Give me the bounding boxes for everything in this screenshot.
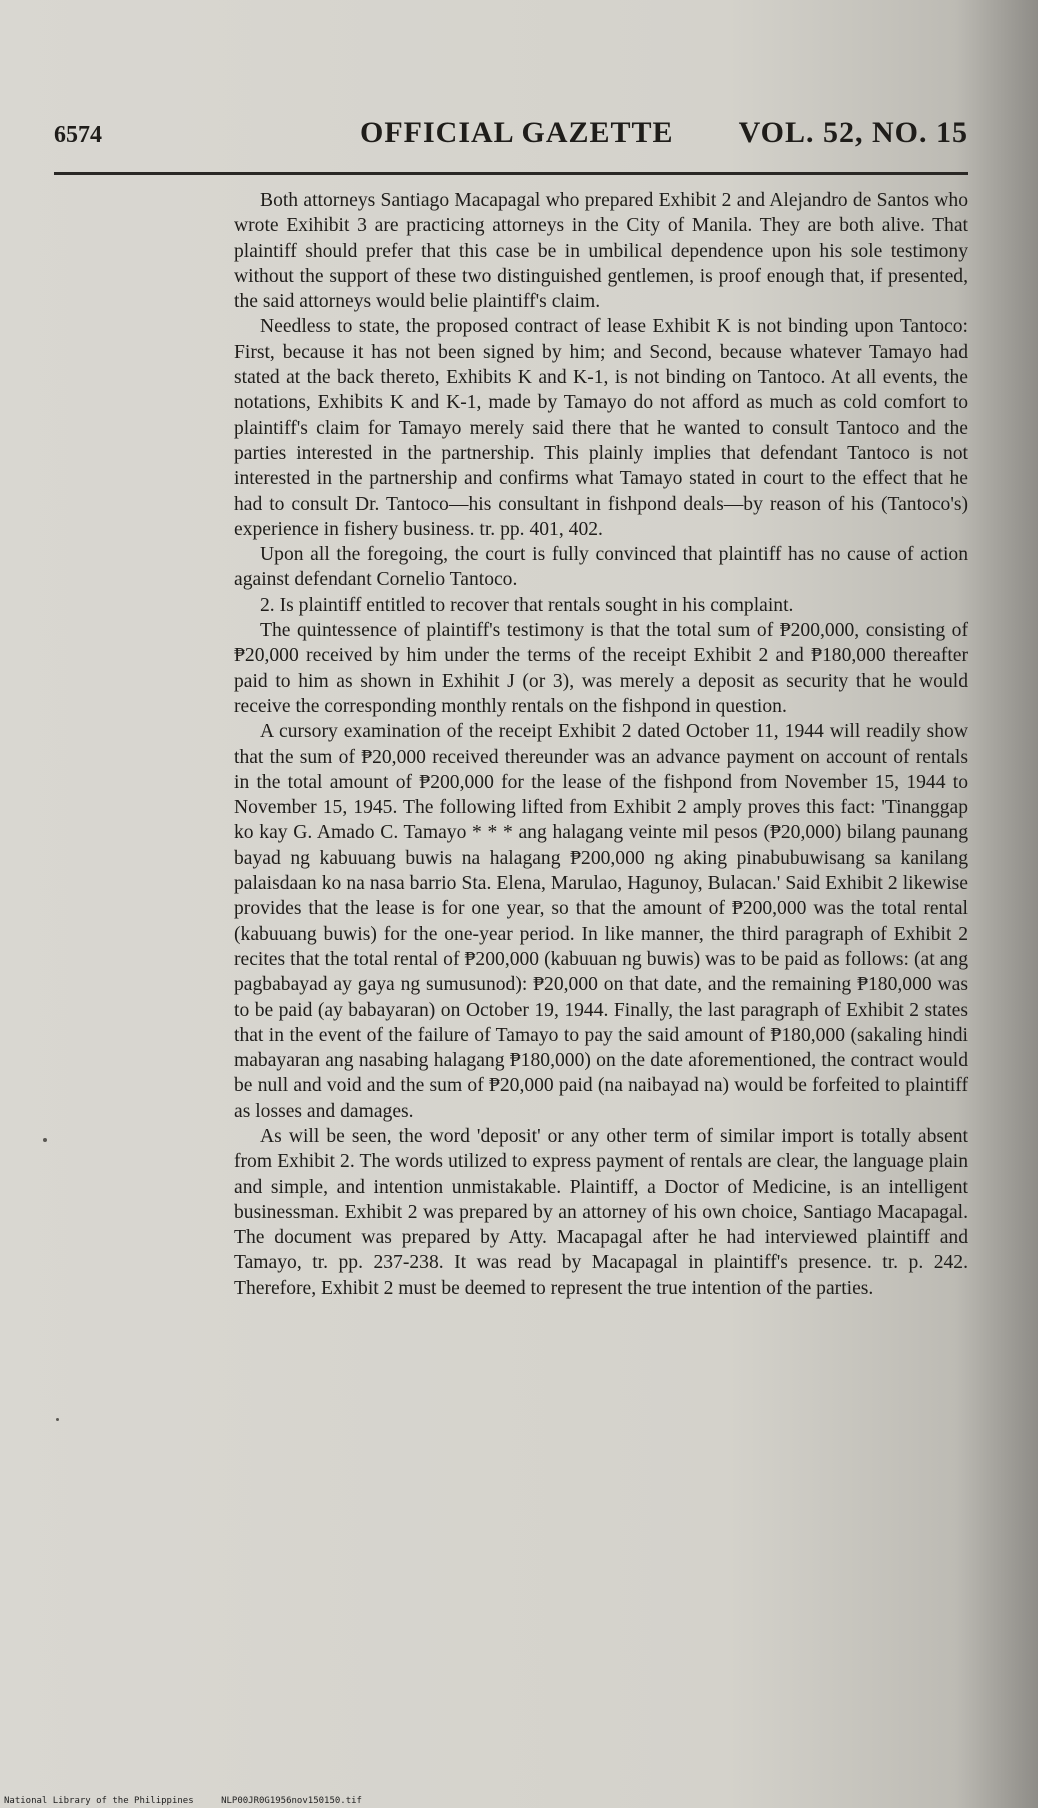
publication-title: OFFICIAL GAZETTE — [360, 116, 674, 149]
header-rule — [54, 172, 968, 175]
library-credit: National Library of the Philippines — [4, 1796, 194, 1806]
scan-filename: NLP00JR0G1956nov150150.tif — [221, 1796, 362, 1806]
article-body — [234, 188, 968, 1301]
paragraph: Upon all the foregoing, the court is fully convinced that plaintiff has no cause of action against defendant Cornelio Tantoco. — [234, 544, 968, 591]
paragraph: 2. Is plaintiff entitled to recover that rentals sought in his complaint. — [260, 594, 794, 616]
scan-footer — [4, 1796, 384, 1806]
paragraph: Both attorneys Santiago Macapagal who prepared Exhibit 2 and Alejandro de Santos who wrote Exihibit 3 are practicing attorneys in the City of Manila. They are both alive. That plaintiff should prefer that this case be in umbilical dependence upon his sole testimony without the support of these two distinguished gentlemen, is proof enough that, if presented, the said attorneys would belie plaintiff's claim. — [234, 190, 968, 313]
scan-speck — [56, 1418, 59, 1421]
paragraph: A cursory examination of the receipt Exhibit 2 dated October 11, 1944 will readily show that the sum of ₱20,000 received thereunder was an advance payment on account of rentals in the total amount of ₱200,000 for the lease of the fishpond from November 15, 1944 to November 15, 1945. The following lifted from Exhibit 2 amply proves this fact: 'Tinanggap ko kay G. Amado C. Tamayo * * * ang halagang veinte mil pesos (₱20,000) bilang paunang bayad ng kabuuang buwis na halagang ₱200,000 ng aking pinabubuwisang sa kanilang palaisdaan ko na nasa barrio Sta. Elena, Marulao, Hagunoy, Bulacan.' Said Exhibit 2 likewise provides that the lease is for one year, so that the amount of ₱200,000 was the total rental (kabuuang buwis) for the one-year period. In like manner, the third paragraph of Exhibit 2 recites that the total rental of ₱200,000 (kabuuan ng buwis) was to be paid as follows: (at ang pagbabayad ay gaya ng sumusunod): ₱20,000 on that date, and the remaining ₱180,000 was to be paid (ay babayaran) on October 19, 1944. Finally, the last paragraph of Exhibit 2 states that in the event of the failure of Tamayo to pay the said amount of ₱180,000 (sakaling hindi mabayaran ang nasabing halagang ₱180,000) on the date aforementioned, the contract would be null and void and the sum of ₱20,000 paid (na naibayad na) would be forfeited to plaintiff as losses and damages. — [234, 721, 968, 1122]
paragraph: As will be seen, the word 'deposit' or any other term of similar import is totally absent from Exhibit 2. The words utilized to express payment of rentals are clear, the language plain and simple, and intention unmistakable. Plaintiff, a Doctor of Medicine, is an intelligent businessman. Exhibit 2 was prepared by an attorney of his own choice, Santiago Macapagal. The document was prepared by Atty. Macapagal after he had interviewed plaintiff and Tamayo, tr. pp. 237-238. It was read by Macapagal in plaintiff's presence. tr. p. 242. Therefore, Exhibit 2 must be deemed to represent the true intention of the parties. — [234, 1125, 968, 1299]
scan-speck — [43, 1138, 47, 1142]
paragraph: Needless to state, the proposed contract of lease Exhibit K is not binding upon Tantoco: First, because it has not been signed by him; and Second, because whatever Tamayo had stated at the back thereto, Exhibits K and K-1, is not binding on Tantoco. At all events, the notations, Exhibits K and K-1, made by Tamayo do not afford as much as cold comfort to plaintiff's claim for Tamayo merely said there that he wanted to consult Tantoco and the parties interested in the partnership. This plainly implies that defendant Tantoco is not interested in the partnership and confirms what Tamayo stated in court to the effect that he had to consult Dr. Tantoco—his consultant in fishpond deals—by reason of his (Tantoco's) experience in fishery business. tr. pp. 401, 402. — [234, 316, 968, 540]
paragraph: The quintessence of plaintiff's testimony is that the total sum of ₱200,000, consisting of ₱20,000 received by him under the terms of the receipt Exhibit 2 and ₱180,000 thereafter paid to him as shown in Exhihit J (or 3), was merely a deposit as security that he would receive the corresponding monthly rentals on the fishpond in question. — [234, 620, 968, 717]
volume-number: VOL. 52, NO. 15 — [738, 116, 968, 149]
page-header — [54, 116, 968, 156]
page-number: 6574 — [54, 122, 102, 148]
